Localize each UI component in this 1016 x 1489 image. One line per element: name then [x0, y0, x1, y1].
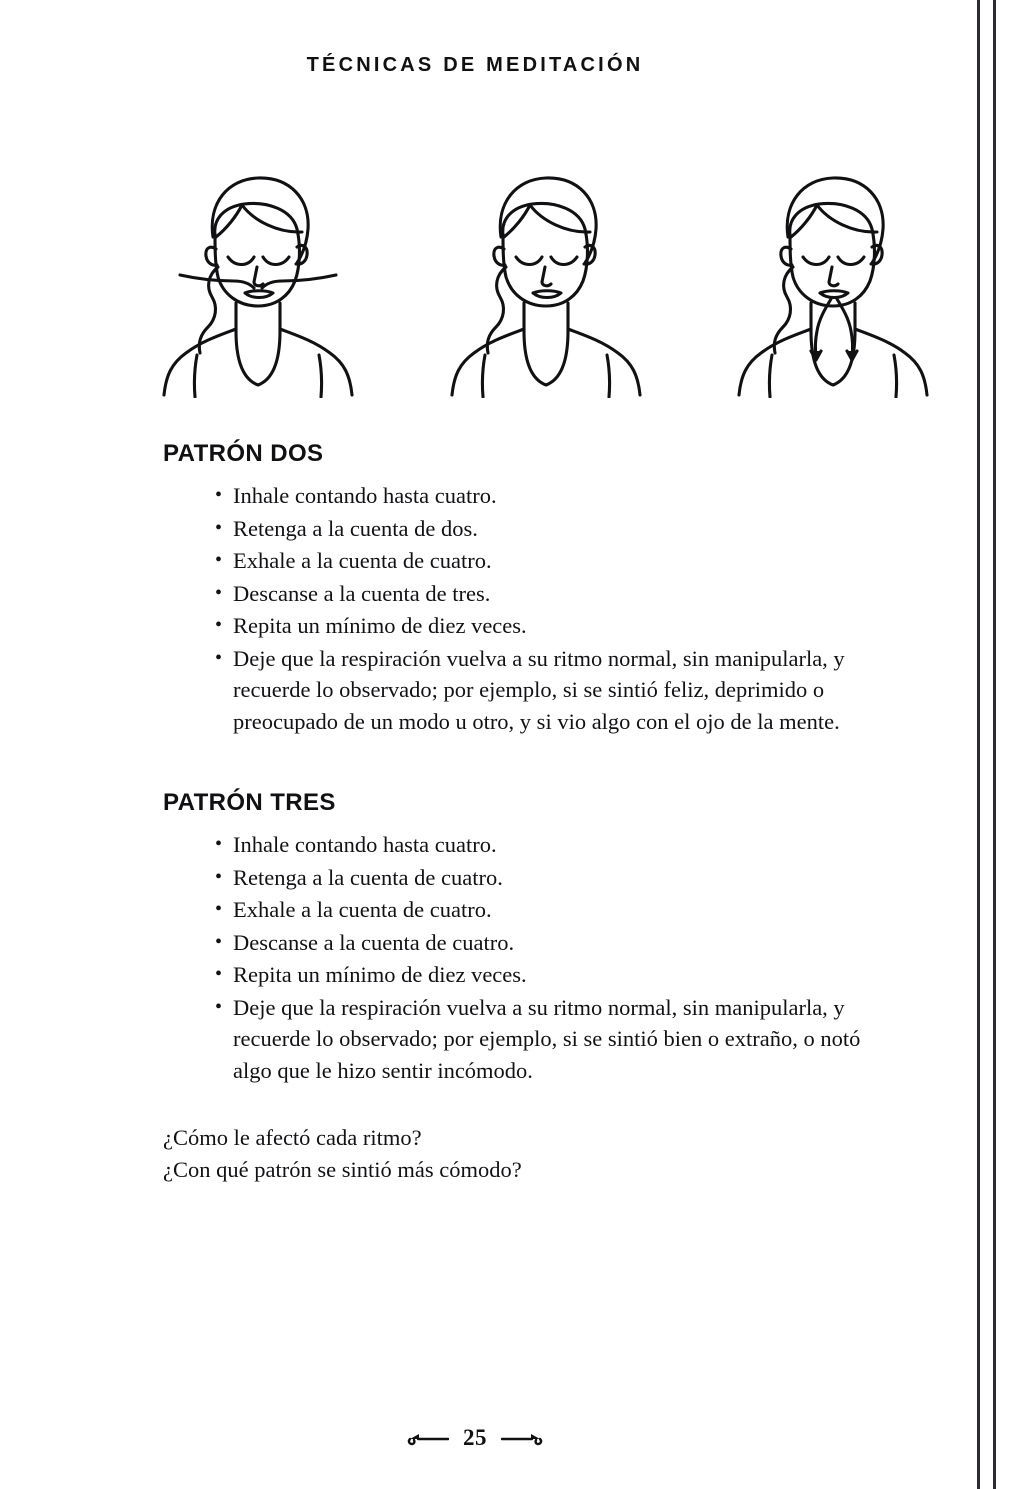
figure-woman-holding-breath [438, 163, 653, 398]
gutter-rule-inner [977, 0, 980, 1489]
right-arrow-flourish-icon [501, 1429, 543, 1447]
reflection-questions [163, 1122, 893, 1185]
list-item: • Repita un mínimo de diez veces. [215, 610, 893, 642]
list-item: • Inhale contando hasta cuatro. [215, 829, 893, 861]
list-item: • Exhale a la cuenta de cuatro. [215, 894, 893, 926]
question-two: ¿Con qué patrón se sintió más cómodo? [163, 1156, 522, 1182]
section-patron-tres [163, 789, 893, 1086]
section-patron-dos [163, 440, 893, 737]
list-item: • Deje que la respiración vuelva a su ritmo normal, sin manipularla, y recuerde lo observado; por ejemplo, si se sintió bien o extraño, o notó algo que le hizo sentir incómodo. [215, 992, 893, 1087]
list-item: • Descanse a la cuenta de tres. [215, 578, 893, 610]
gutter-rule-outer [993, 0, 996, 1489]
illustration-row [150, 163, 940, 398]
page-content [163, 440, 893, 1185]
figure-woman-exhaling [725, 163, 940, 398]
page-number: 25 [463, 1425, 487, 1450]
running-header: TÉCNICAS DE MEDITACIÓN [306, 54, 644, 76]
list-item: • Exhale a la cuenta de cuatro. [215, 545, 893, 577]
section-heading-patron-tres: PATRÓN TRES [163, 789, 336, 816]
question-one: ¿Cómo le afectó cada ritmo? [163, 1125, 422, 1150]
page-folio [0, 1425, 950, 1451]
section-heading-patron-dos: PATRÓN DOS [163, 440, 324, 467]
bullet-list-patron-dos [163, 480, 893, 737]
list-item: • Deje que la respiración vuelva a su ritmo normal, sin manipularla, y recuerde lo observado; por ejemplo, si se sintió feliz, deprimido o preocupado de un modo u otro, y si vio algo con el ojo de la mente. [215, 643, 893, 738]
list-item: • Retenga a la cuenta de dos. [215, 513, 893, 545]
figure-woman-inhaling [150, 163, 365, 398]
left-arrow-flourish-icon [407, 1429, 449, 1447]
list-item: • Inhale contando hasta cuatro. [215, 480, 893, 512]
list-item: • Descanse a la cuenta de cuatro. [215, 927, 893, 959]
bullet-list-patron-tres [163, 829, 893, 1086]
list-item: • Repita un mínimo de diez veces. [215, 959, 893, 991]
list-item: • Retenga a la cuenta de cuatro. [215, 862, 893, 894]
